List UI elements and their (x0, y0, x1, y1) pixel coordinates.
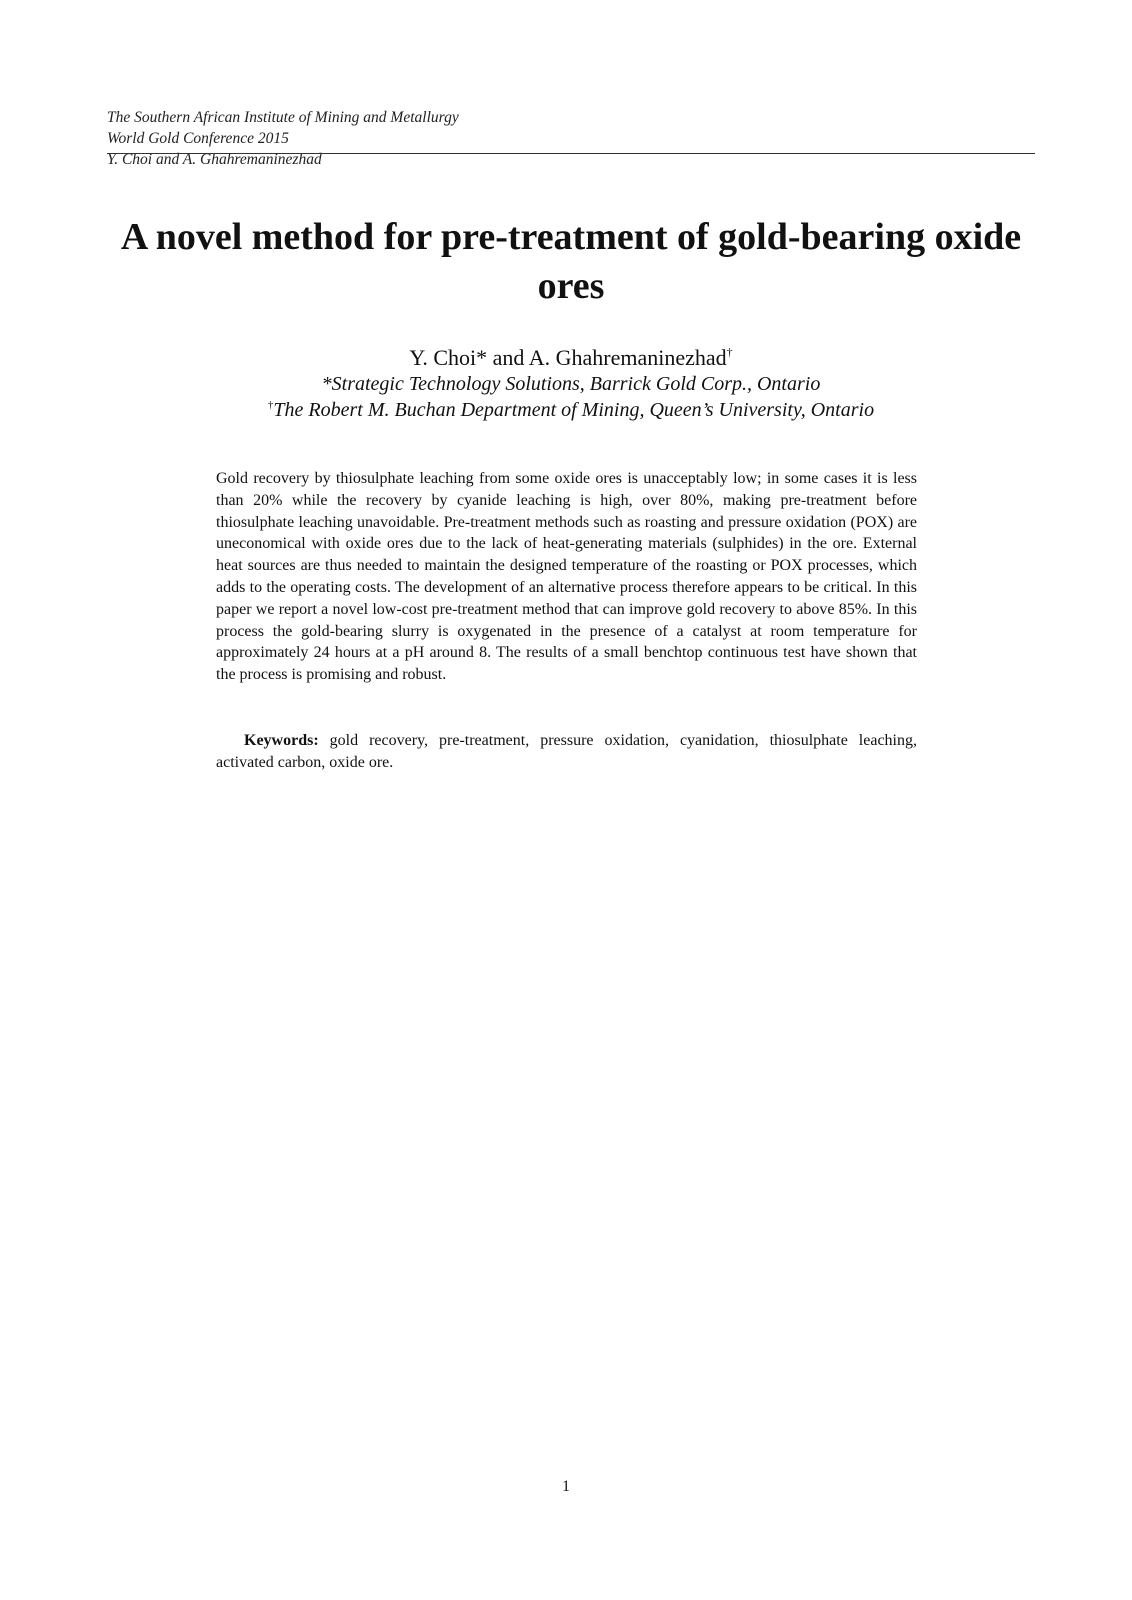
keywords (216, 730, 917, 774)
author-second: A. Ghahremaninezhad (528, 345, 727, 370)
affiliation-2-mark: † (267, 399, 274, 411)
affiliation-1 (107, 371, 1035, 397)
header-authors: Y. Choi and A. Ghahremaninezhad (107, 151, 322, 168)
header-divider (107, 153, 1035, 154)
author-line (107, 345, 1035, 371)
running-header (107, 107, 1035, 170)
affiliation-2-text: The Robert M. Buchan Department of Mining, Queen’s University, Ontario (273, 399, 875, 421)
affiliation-1-text: *Strategic Technology Solutions, Barrick Gold Corp., Ontario (321, 373, 821, 395)
header-institute: The Southern African Institute of Mining and Metallurgy (107, 109, 459, 126)
author-first: Y. Choi* (409, 345, 488, 370)
paper-title: A novel method for pre-treatment of gold-bearing oxide ores (120, 216, 1022, 307)
author-second-mark: † (726, 345, 733, 359)
keywords-text: gold recovery, pre-treatment, pressure oxidation, cyanidation, thiosulphate leaching, activated carbon, oxide ore. (216, 732, 917, 771)
page-number: 1 (562, 1478, 570, 1495)
abstract: Gold recovery by thiosulphate leaching from some oxide ores is unacceptably low; in some cases it is less than 20% while the recovery by cyanide leaching is high, over 80%, making pre-treatment before thiosulphate leaching unavoidable. Pre-treatment methods such as roasting and pressure oxidation (POX) are uneconomical with oxide ores due to the lack of heat-generating materials (sulphides) in the ore. External heat sources are thus needed to maintain the designed temperature of the roasting or POX processes, which adds to the operating costs. The development of an alternative process therefore appears to be critical. In this paper we report a novel low-cost pre-treatment method that can improve gold recovery to above 85%. In this process the gold-bearing slurry is oxygenated in the presence of a catalyst at room temperature for approximately 24 hours at a pH around 8. The results of a small benchtop continuous test have shown that the process is promising and robust. (216, 470, 917, 684)
keywords-label: Keywords: (244, 732, 319, 749)
header-conference: World Gold Conference 2015 (107, 130, 289, 147)
author-joiner: and (492, 345, 525, 370)
affiliation-2 (107, 397, 1035, 423)
